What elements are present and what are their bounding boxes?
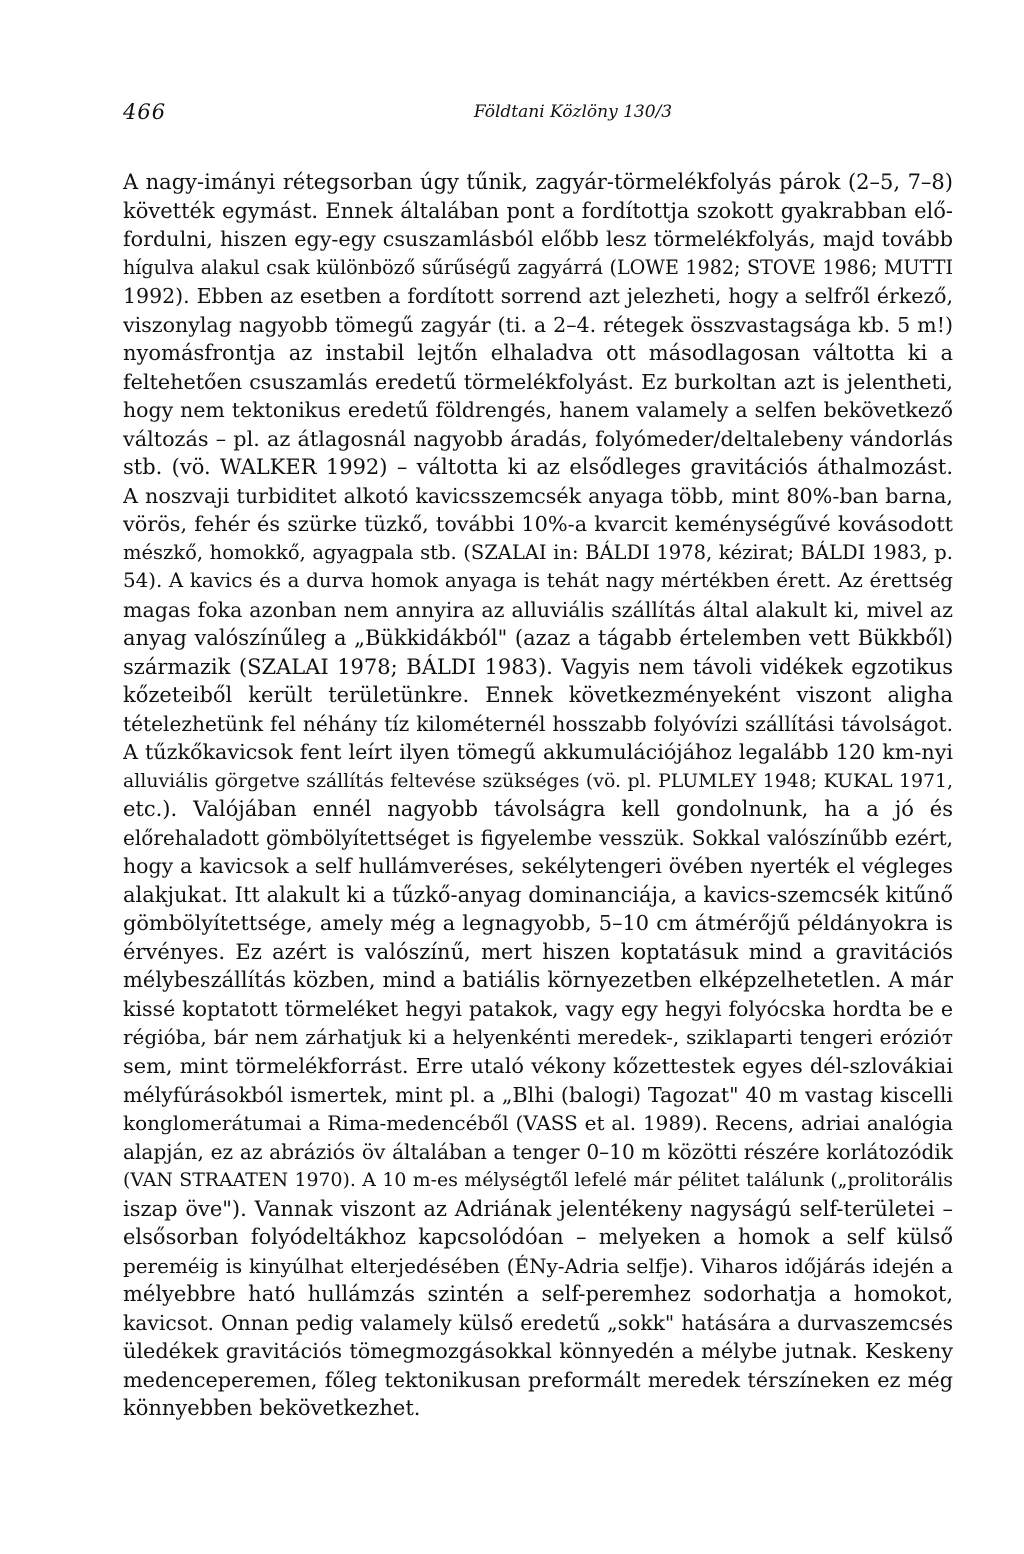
text-line: gömbölyítettsége, amely még a legnagyobb, 5–10 cm átmérőjű példányokra is <box>123 911 953 936</box>
text-line: alapján, ez az abráziós öv általában a tenger 0–10 m közötti részére korlátozódik <box>123 1139 953 1164</box>
text-line: alluviális görgetve szállítás feltevése szükséges (vö. pl. PLUMLEY 1948; KUKAL 1971, <box>123 769 953 792</box>
text-line: etc.). Valójában ennél nagyobb távolságra kell gondolnunk, ha a jó és <box>123 797 953 822</box>
text-line: vörös, fehér és szürke tüzkő, további 10%-a kvarcit keménységűvé kovásodott <box>123 512 953 537</box>
text-line: 54). A kavics és a durva homok anyaga is tehát nagy mértékben érett. Az érettség <box>123 569 953 593</box>
text-line: mélyebbre ható hullámzás szintén a self-peremhez sodorhatja a homokot, <box>123 1282 953 1307</box>
text-line: A nagy-imányi rétegsorban úgy tűnik, zagyár-törmelékfolyás párok (2–5, 7–8) <box>123 170 953 194</box>
text-line: érvényes. Ez azért is valószínű, mert hiszen koptatásuk mind a gravitációs <box>123 939 953 964</box>
text-line: pereméig is kinyúlhat elterjedésében (ÉNy-Adria selfje). Viharos időjárás idején a <box>123 1253 953 1278</box>
text-line: követték egymást. Ennek általában pont a fordítottja szokott gyakrabban elő- <box>123 198 953 223</box>
text-line: mélyfúrásokból ismertek, mint pl. a „Blhi (balogi) Tagozat" 40 m vastag kiscelli <box>123 1082 953 1107</box>
text-line: változás – pl. az átlagosnál nagyobb áradás, folyómeder/deltalebeny vándorlás <box>123 426 953 451</box>
text-line: származik (SZALAI 1978; BÁLDI 1983). Vagyis nem távoli vidékek egzotikus <box>123 654 953 679</box>
text-line: konglomerátumai a Rima-medencéből (VASS et al. 1989). Recens, adriai analógia <box>123 1111 953 1136</box>
body-text <box>123 168 953 1423</box>
text-line: fordulni, hiszen egy-egy csuszamlásból előbb lesz törmelékfolyás, majd tovább <box>123 227 953 252</box>
text-line: 1992). Ebben az esetben a fordított sorrend azt jelezheti, hogy a selfről érkező, <box>123 284 953 309</box>
page-number: 466 <box>123 100 167 124</box>
text-line: hogy a kavicsok a self hullámveréses, sekélytengeri övében nyerték el végleges <box>123 854 953 879</box>
journal-title: Földtani Közlöny 130/3 <box>473 102 673 122</box>
text-line: A noszvaji turbiditet alkotó kavicsszemcsék anyaga több, mint 80%-ban barna, <box>123 483 953 508</box>
text-line: elsősorban folyódeltákhoz kapcsolódóan – melyeken a homok a self külső <box>123 1225 953 1250</box>
text-line: iszap öve"). Vannak viszont az Adriának jelentékeny nagyságú self-területei – <box>123 1196 953 1221</box>
text-line: stb. (vö. WALKER 1992) – váltotta ki az elsődleges gravitációs áthalmozást. <box>123 455 953 480</box>
text-line: (VAN STRAATEN 1970). A 10 m-es mélységtől lefelé már pélitet találunk („prolitorális <box>123 1169 953 1192</box>
text-line: feltehetően csuszamlás eredetű törmelékfolyást. Ez burkoltan azt is jelentheti, <box>123 369 953 394</box>
text-line: kissé koptatott törmeléket hegyi patakok, vagy egy hegyi folyócska hordta be e <box>123 996 953 1021</box>
text-line: hogy nem tektonikus eredetű földrengés, hanem valamely a selfen bekövetkező <box>123 398 953 423</box>
text-line: nyomásfrontja az instabil lejtőn elhaladva ott másodlagosan váltotta ki a <box>123 341 953 366</box>
text-line: mészkő, homokkő, agyagpala stb. (SZALAI in: BÁLDI 1978, kézirat; BÁLDI 1983, p. <box>123 540 953 564</box>
text-line: anyag valószínűleg a „Bükkidákból" (azaz a tágabb értelemben vett Bükkből) <box>123 626 953 651</box>
text-line: sem, mint törmelékforrást. Erre utaló vékony kőzettestek egyes dél-szlovákiai <box>123 1053 953 1078</box>
text-line: könnyebben bekövetkezhet. <box>123 1396 421 1421</box>
text-line: hígulva alakul csak különböző sűrűségű zagyárrá (LOWE 1982; STOVE 1986; MUTTI <box>123 255 953 279</box>
text-line: tételezhetünk fel néhány tíz kilométernél hosszabb folyóvízi szállítási távolságot. <box>123 711 953 736</box>
text-line: üledékek gravitációs tömegmozgásokkal könnyedén a mélybe jutnak. Keskeny <box>123 1339 953 1364</box>
text-line: mélybeszállítás közben, mind a batiális környezetben elképzelhetetlen. A már <box>123 968 953 993</box>
text-line: A tűzkőkavicsok fent leírt ilyen tömegű akkumulációjához legalább 120 km-nyi <box>123 740 953 765</box>
text-line: magas foka azonban nem annyira az alluviális szállítás által alakult ki, mivel az <box>123 597 953 622</box>
text-line: medenceperemen, főleg tektonikusan preformált meredek térszíneken ez még <box>123 1367 953 1392</box>
text-line: alakjukat. Itt alakult ki a tűzkő-anyag dominanciája, a kavics-szemcsék kitűnő <box>123 882 953 907</box>
running-head <box>123 100 953 130</box>
text-line: viszonylag nagyobb tömegű zagyár (ti. a 2–4. rétegek összvastagsága kb. 5 m!) <box>123 312 953 337</box>
text-line: előrehaladott gömbölyítettséget is figyelembe vesszük. Sokkal valószínűbb ezért, <box>123 825 953 850</box>
text-line: kőzeteiből került területünkre. Ennek következményeként viszont aligha <box>123 683 953 708</box>
text-line: kavicsot. Onnan pedig valamely külső eredetű „sokk" hatására a durvaszemcsés <box>123 1310 953 1335</box>
text-line: régióba, bár nem zárhatjuk ki a helyenkénti meredek-, sziklaparti tengeri erózióт <box>123 1025 953 1050</box>
